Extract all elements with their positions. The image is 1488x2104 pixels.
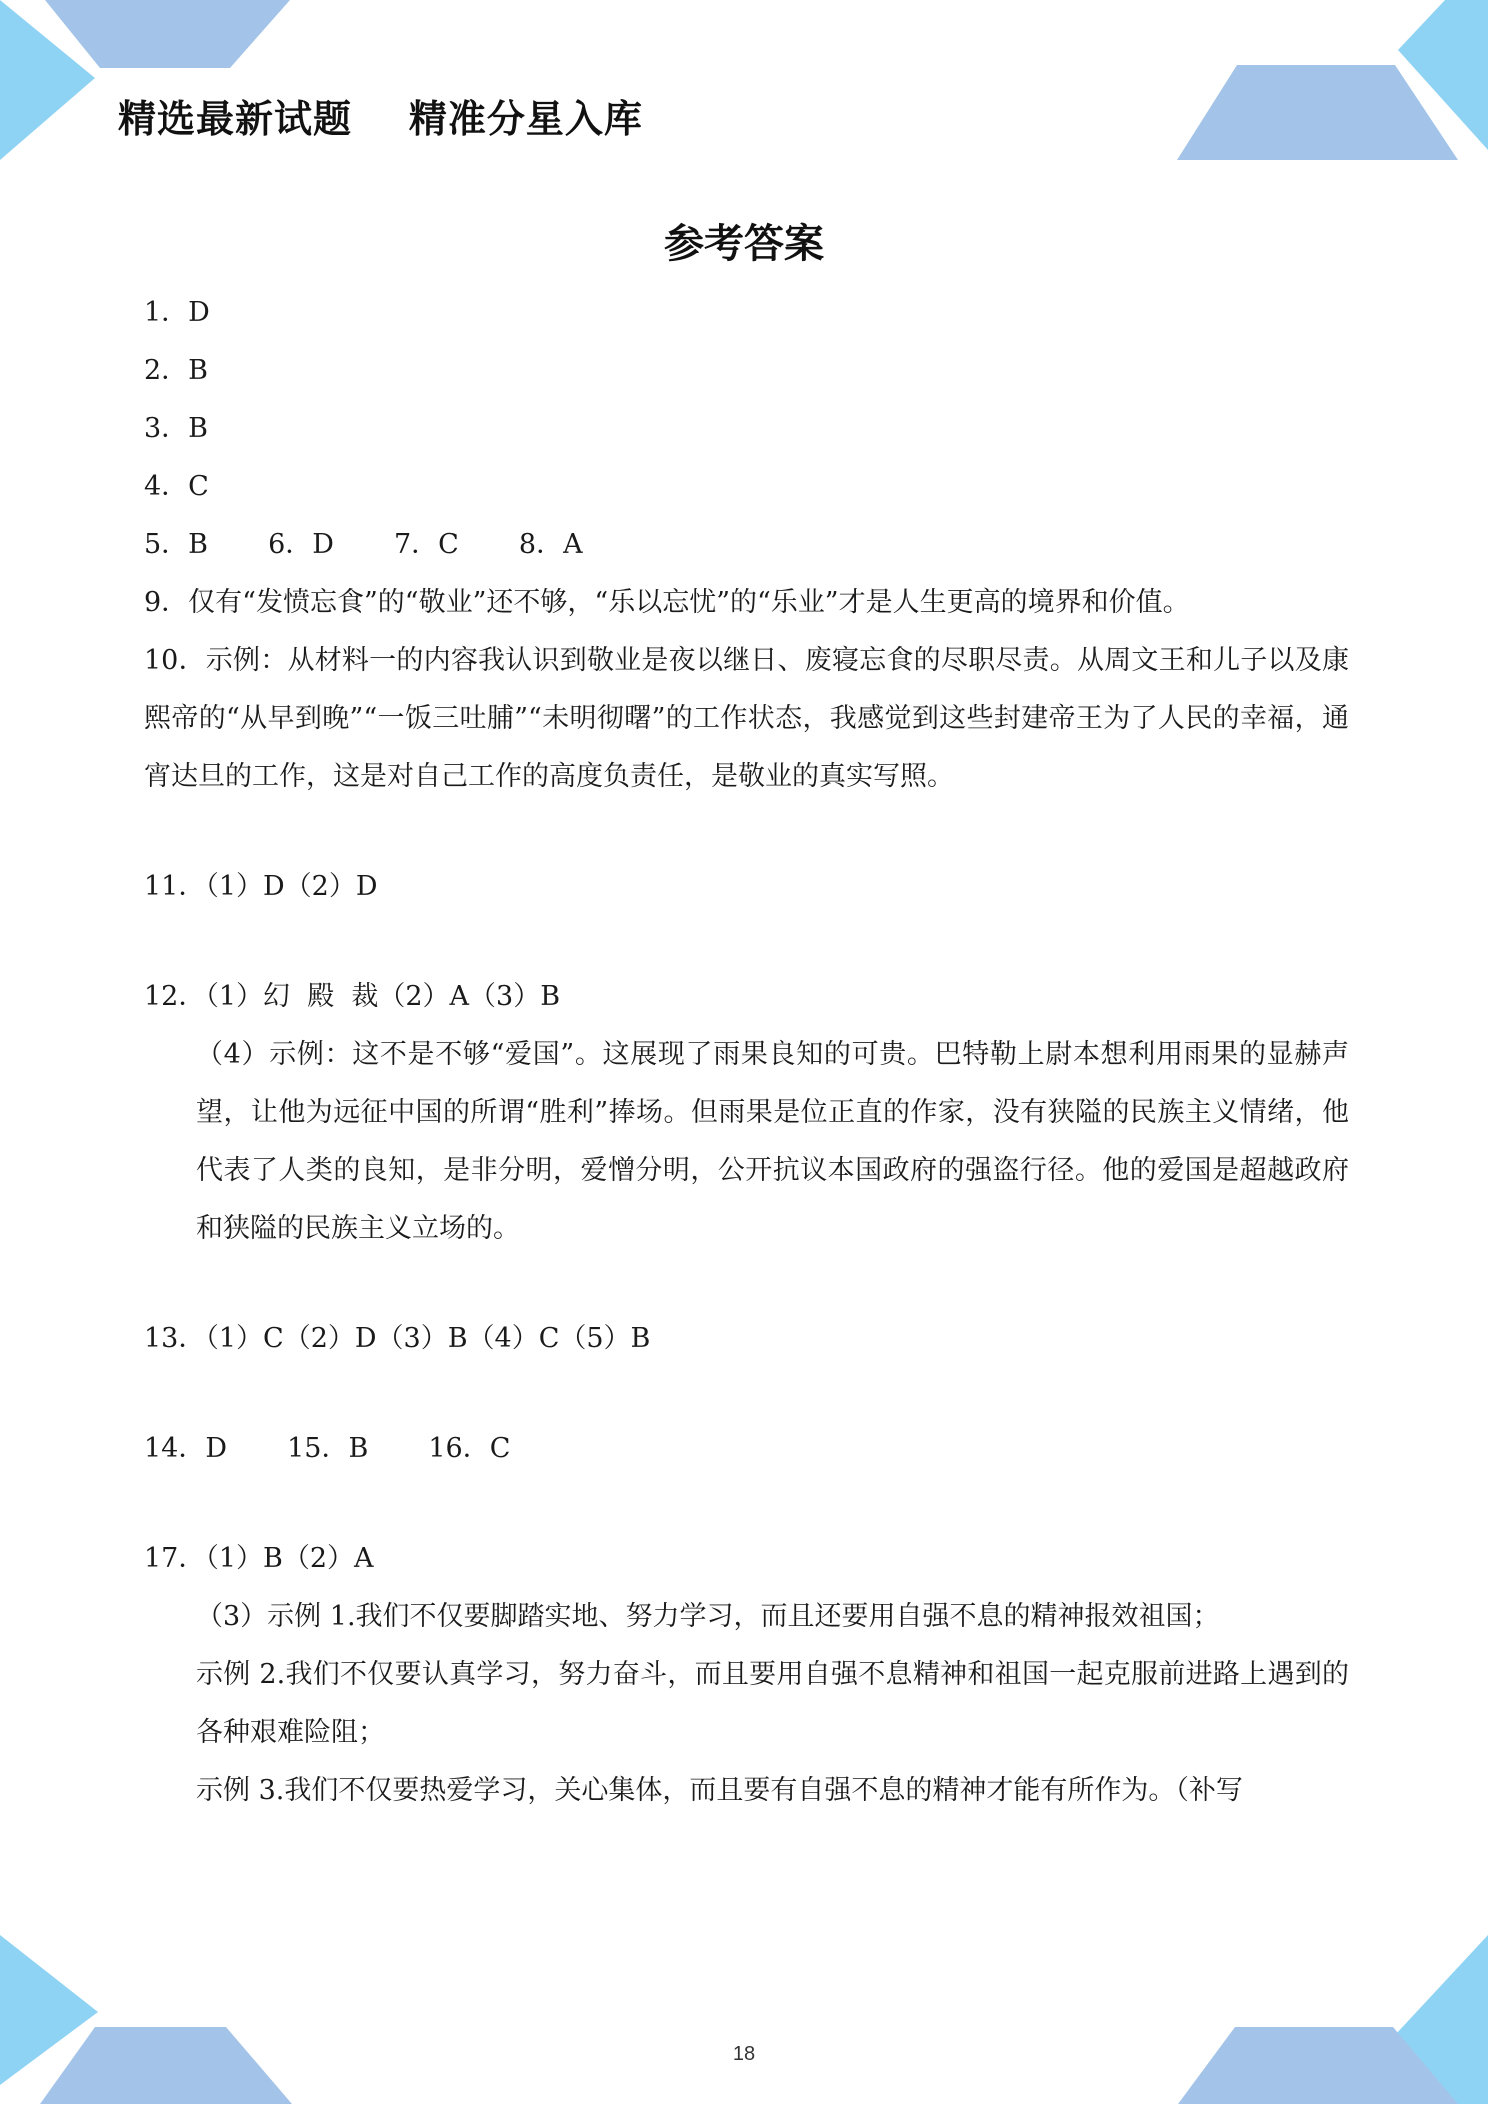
bottom-right-light-triangle [1395,1935,1488,2104]
answer-item-3: 3．B [144,413,209,444]
top-right-blue-trapezoid [1177,65,1458,160]
answer-list [144,284,1349,1820]
answer-item-17-head: 17．（1）B（2）A [144,1543,374,1574]
answer-items-14-16: 14．D 15．B 16．C [144,1433,511,1464]
answer-item-10: 10．示例：从材料一的内容我认识到敬业是夜以继日、废寝忘食的尽职尽责。从周文王和儿子以及康熙帝的“从早到晚”“一饭三吐脯”“未明彻曙”的工作状态，我感觉到这些封建帝王为了人民的幸福，通宵达旦的工作，这是对自己工作的高度负责任，是敬业的真实写照。 [144,645,1349,792]
answer-item-4: 4．C [144,471,209,502]
top-right-light-triangle [1398,0,1488,150]
answer-item-9: 9．仅有“发愤忘食”的“敬业”还不够，“乐以忘忧”的“乐业”才是人生更高的境界和价值。 [144,587,1190,618]
answer-item-17-part-3: （3）示例 1.我们不仅要脚踏实地、努力学习，而且还要用自强不息的精神报效祖国； [196,1601,1220,1632]
page-title: 参考答案 [664,221,824,267]
answer-item-17-example-2: 示例 2.我们不仅要认真学习，努力奋斗，而且要用自强不息精神和祖国一起克服前进路上遇到的各种艰难险阻； [196,1659,1349,1748]
answer-item-2: 2．B [144,355,209,386]
answer-item-1: 1．D [144,297,210,328]
top-left-blue-trapezoid [45,0,290,68]
answer-items-5-8: 5．B 6．D 7．C 8．A [144,529,583,560]
page-number: 18 [732,2043,756,2065]
answer-item-12-head: 12．（1）幻 殿 裁（2）A（3）B [144,981,561,1012]
top-left-light-triangle [0,0,95,160]
header-slogan: 精选最新试题 精准分星入库 [118,97,643,141]
answer-item-13: 13．（1）C（2）D（3）B（4）C（5）B [144,1323,651,1354]
answer-item-17-example-3: 示例 3.我们不仅要热爱学习，关心集体，而且要有自强不息的精神才能有所作为。（补写 [196,1775,1243,1806]
answer-item-11: 11．（1）D（2）D [144,871,378,902]
answer-item-12-part-4: （4）示例：这不是不够“爱国”。这展现了雨果良知的可贵。巴特勒上尉本想利用雨果的显赫声望，让他为远征中国的所谓“胜利”捧场。但雨果是位正直的作家，没有狭隘的民族主义情绪，他代表了人类的良知，是非分明，爱憎分明，公开抗议本国政府的强盗行径。他的爱国是超越政府和狭隘的民族主义立场的。 [196,1039,1349,1244]
